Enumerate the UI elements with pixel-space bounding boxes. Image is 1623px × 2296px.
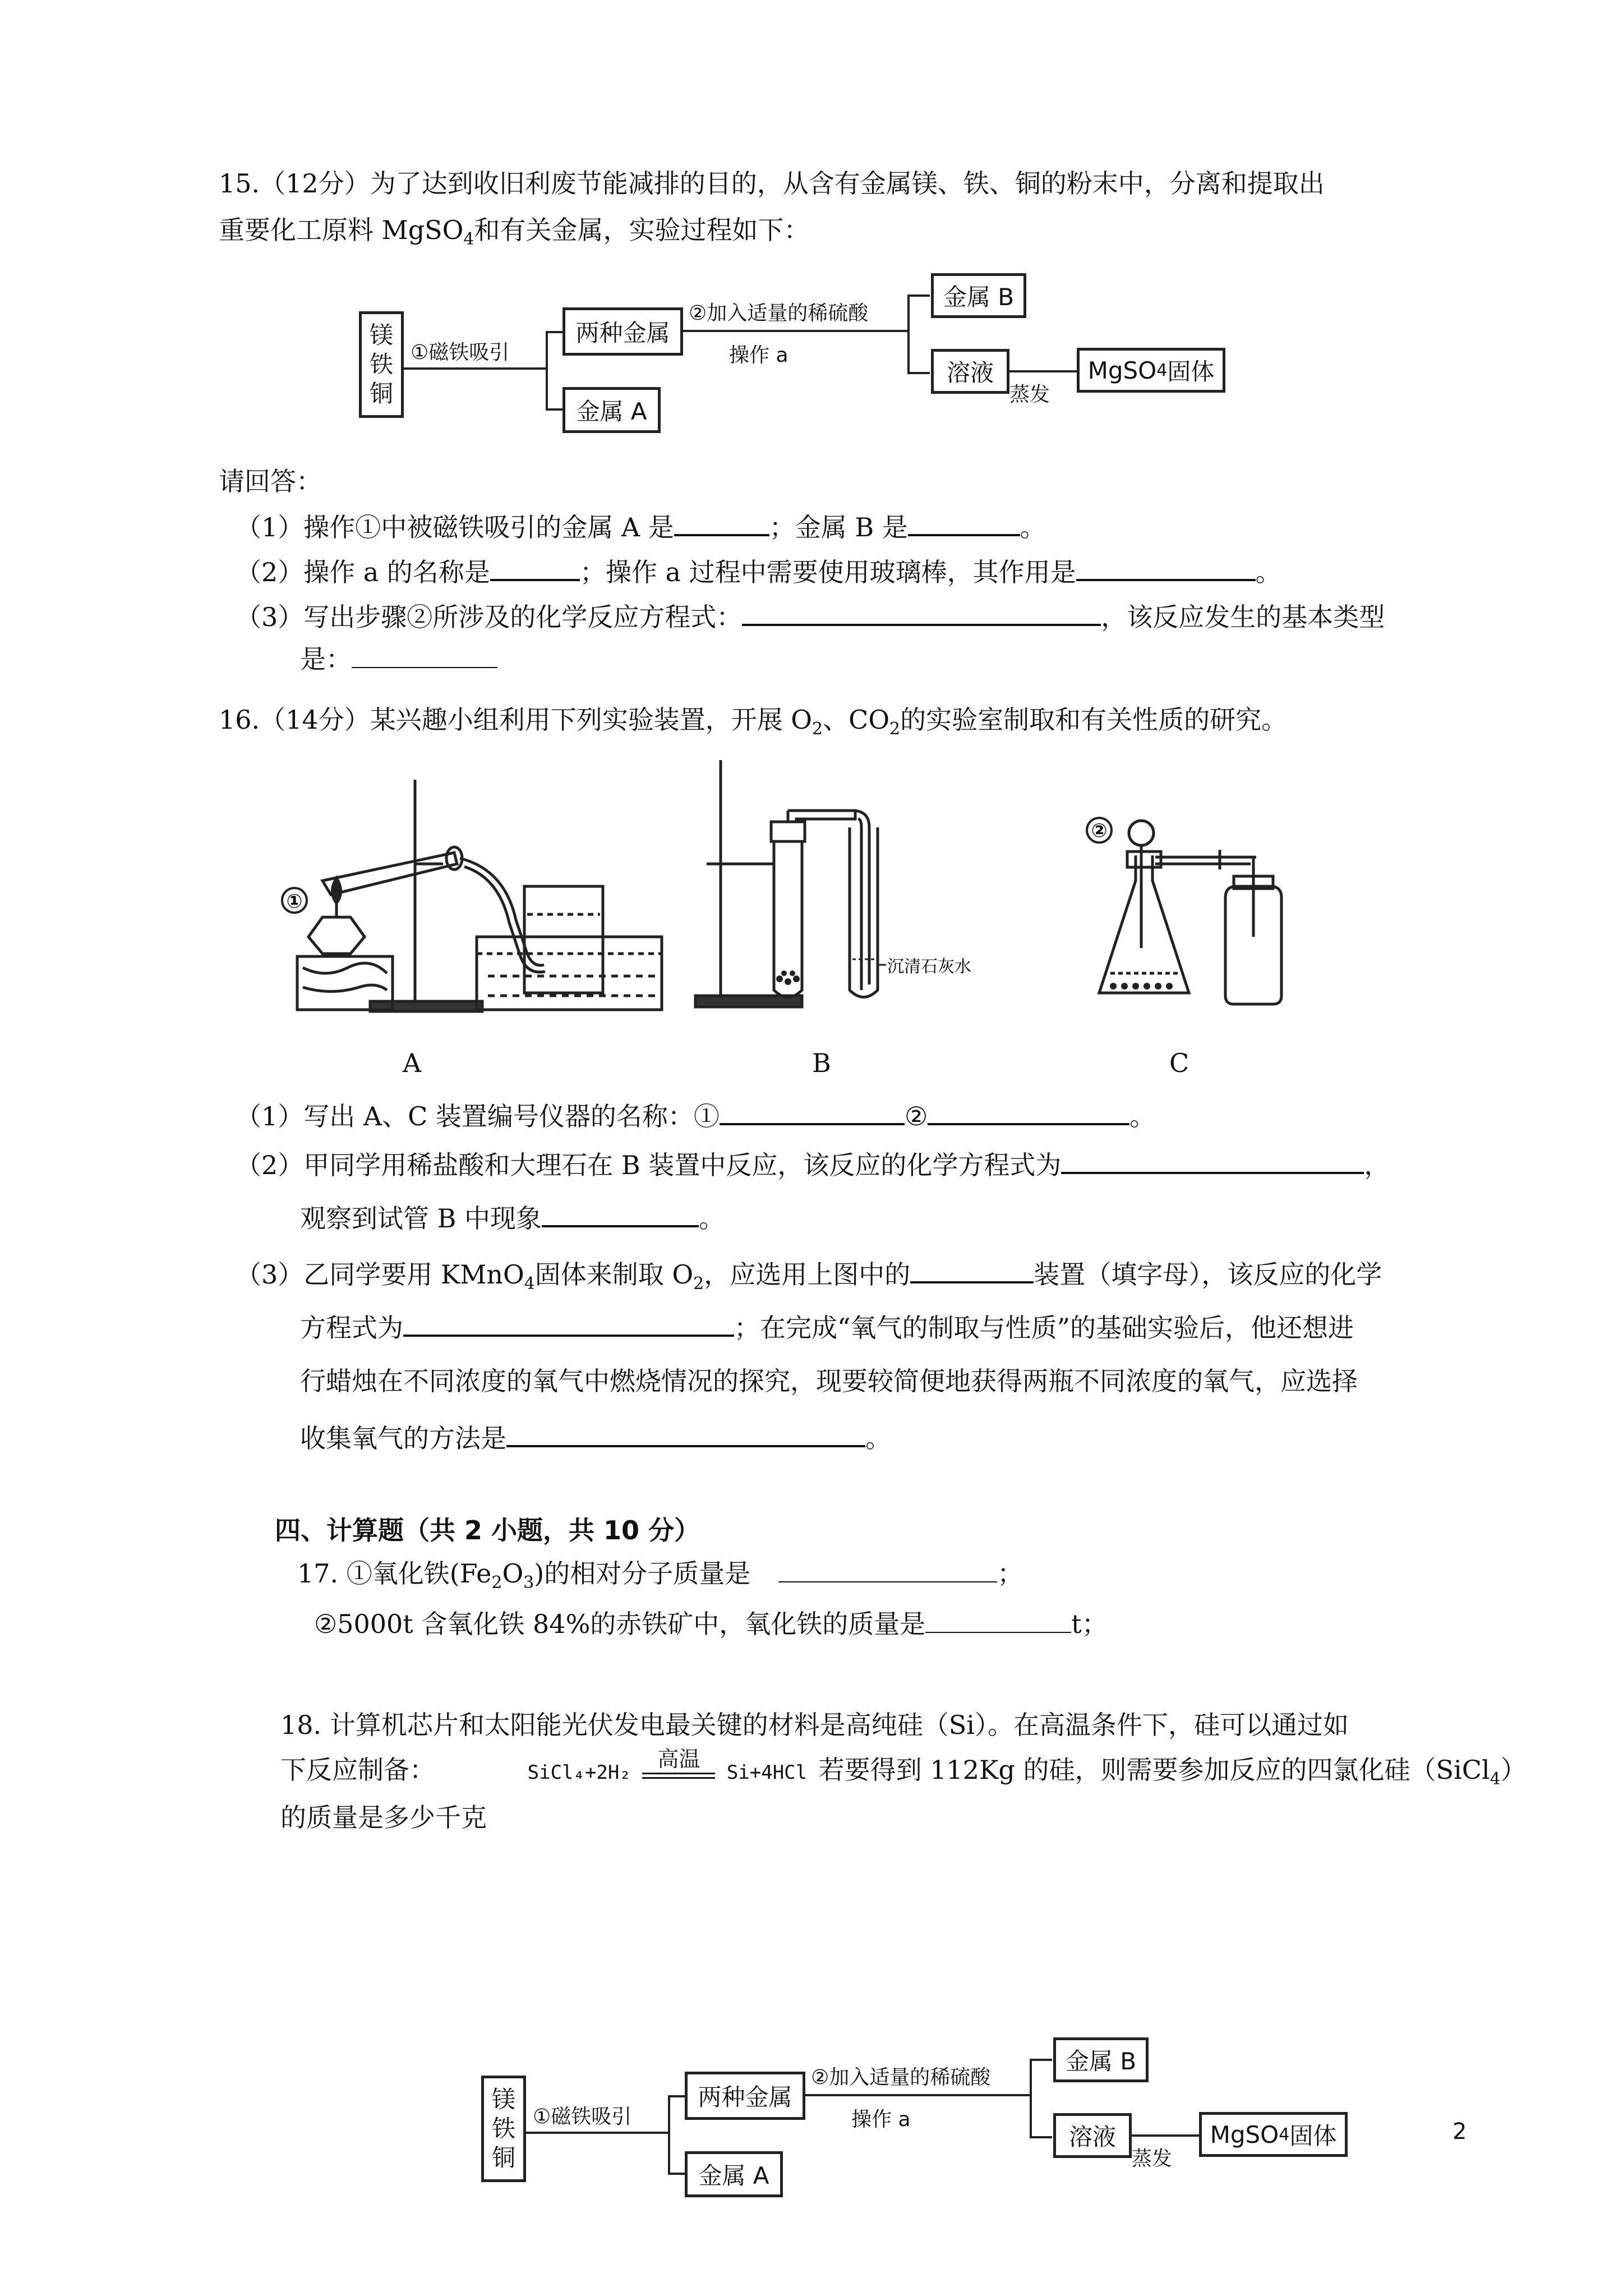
flow2-start-box: 镁 铁 铜 — [481, 2076, 526, 2182]
flow-start-mg: 镁 — [369, 321, 393, 349]
flow-op-a-label: 操作 a — [729, 344, 789, 367]
q15-line1: 15.（12分）为了达到收旧利废节能减排的目的，从含有金属镁、铁、铜的粉末中，分离和提取出 — [219, 168, 1325, 199]
flow-start-box — [359, 311, 404, 418]
flow-evaporate-label: 蒸发 — [1009, 383, 1050, 406]
flow-start-cu: 铜 — [369, 380, 393, 407]
flow2-step1-label: ①磁铁吸引 — [533, 2105, 632, 2128]
flow-step2-label: ②加入适量的稀硫酸 — [689, 302, 869, 325]
label-a: A — [403, 1048, 422, 1078]
flow2-two-metals-box: 两种金属 — [685, 2072, 805, 2120]
flow2-step2-label: ②加入适量的稀硫酸 — [811, 2066, 991, 2089]
flow-metal-a-box: 金属 A — [562, 387, 661, 433]
q16-part3: （3）乙同学要用 KMnO$_4$固体来制取 $O_2$，应选用上图中的 装置（填字母），该反应的化学 — [236, 1257, 1382, 1301]
q16-part3-l2: 方程式为 ；在完成“氧气的制取与性质”的基础实验后，他还想进 — [300, 1310, 1354, 1345]
q17-line1: 17. ①氧化铁$(Fe_2O_3)$的相对分子质量是 ； — [297, 1557, 1023, 1600]
label-b: B — [812, 1048, 831, 1078]
flow2-op-a-label: 操作 a — [851, 2108, 911, 2131]
apparatus-c-diagram — [1066, 808, 1312, 1015]
q15-part2: （2）操作 a 的名称是 ；操作 a 过程中需要使用玻璃棒，其作用是 。 — [236, 554, 1281, 589]
flow-step1-label: ①磁铁吸引 — [411, 341, 510, 364]
marker-1: ① — [286, 890, 303, 913]
flow-metal-b-box: 金属 B — [931, 273, 1026, 318]
flow2-product-box: MgSO 4 固体 — [1199, 2112, 1348, 2157]
marker-2: ② — [1091, 820, 1108, 842]
q18-line3: 的质量是多少千克 — [280, 1802, 487, 1833]
q16-part1: （1）写出 A、C 装置编号仪器的名称：① ② 。 — [236, 1098, 1155, 1133]
flow2-solution-box: 溶液 — [1053, 2113, 1132, 2158]
q15-part3-cont: 是： — [300, 642, 497, 676]
apparatus-a-diagram — [269, 774, 718, 1021]
flow2-metal-b-box: 金属 B — [1053, 2037, 1149, 2082]
flow2-evaporate-label: 蒸发 — [1132, 2147, 1173, 2170]
q16-part3-l3: 行蜡烛在不同浓度的氧气中燃烧情况的探究，现要较简便地获得两瓶不同浓度的氧气，应选择 — [300, 1366, 1358, 1396]
q15-part3: （3）写出步骤②所涉及的化学反应方程式： ，该反应发生的基本类型 — [236, 599, 1385, 634]
flow-product-box: MgSO 4 固体 — [1077, 348, 1225, 393]
apparatus-b-diagram — [690, 754, 1004, 1013]
q16-part2: （2）甲同学用稀盐酸和大理石在 B 装置中反应，该反应的化学方程式为 ， — [236, 1147, 1390, 1182]
flow-solution-box: 溶液 — [931, 349, 1009, 394]
flow-two-metals-box: 两种金属 — [562, 307, 683, 356]
q16-part3-l4: 收集氧气的方法是 。 — [300, 1420, 891, 1455]
q17-line2: ②5000t 含氧化铁 84%的赤铁矿中，氧化铁的质量是 t； — [314, 1607, 1108, 1641]
q18-line1: 18. 计算机芯片和太阳能光伏发电最关键的材料是高纯硅（Si）。在高温条件下，硅可以通过如 — [280, 1710, 1349, 1740]
q15-prompt: 请回答： — [219, 466, 322, 496]
section-4-title: 四、计算题（共 2 小题，共 10 分） — [275, 1515, 700, 1545]
q18-line2: 下反应制备： SiCl₄+2H₂ 高温 Si+4HCl 若要得到 112Kg 的硅，则需要参加反应的四氯化硅（SiCl$_4$） — [280, 1747, 1527, 1789]
flow2-metal-a-box: 金属 A — [685, 2151, 783, 2197]
limewater-label: 沉清石灰水 — [887, 957, 971, 977]
q15-part1: （1）操作①中被磁铁吸引的金属 A 是 ；金属 B 是 。 — [236, 509, 1046, 544]
q16-part2-cont: 观察到试管 B 中现象 。 — [300, 1200, 725, 1235]
q16-line1: 16.（14分）某兴趣小组利用下列实验装置，开展 $O_2$、$CO_2$的实验室制取和有关性质的研究。 — [219, 705, 1288, 739]
label-c: C — [1169, 1048, 1189, 1078]
q18-equation: SiCl₄+2H₂ 高温 Si+4HCl — [527, 1747, 808, 1784]
page-number: 2 — [1453, 2119, 1467, 2145]
flow-start-fe: 铁 — [369, 351, 393, 378]
q15-line2: 重要化工原料 MgSO$_4$和有关金属，实验过程如下： — [219, 215, 810, 250]
